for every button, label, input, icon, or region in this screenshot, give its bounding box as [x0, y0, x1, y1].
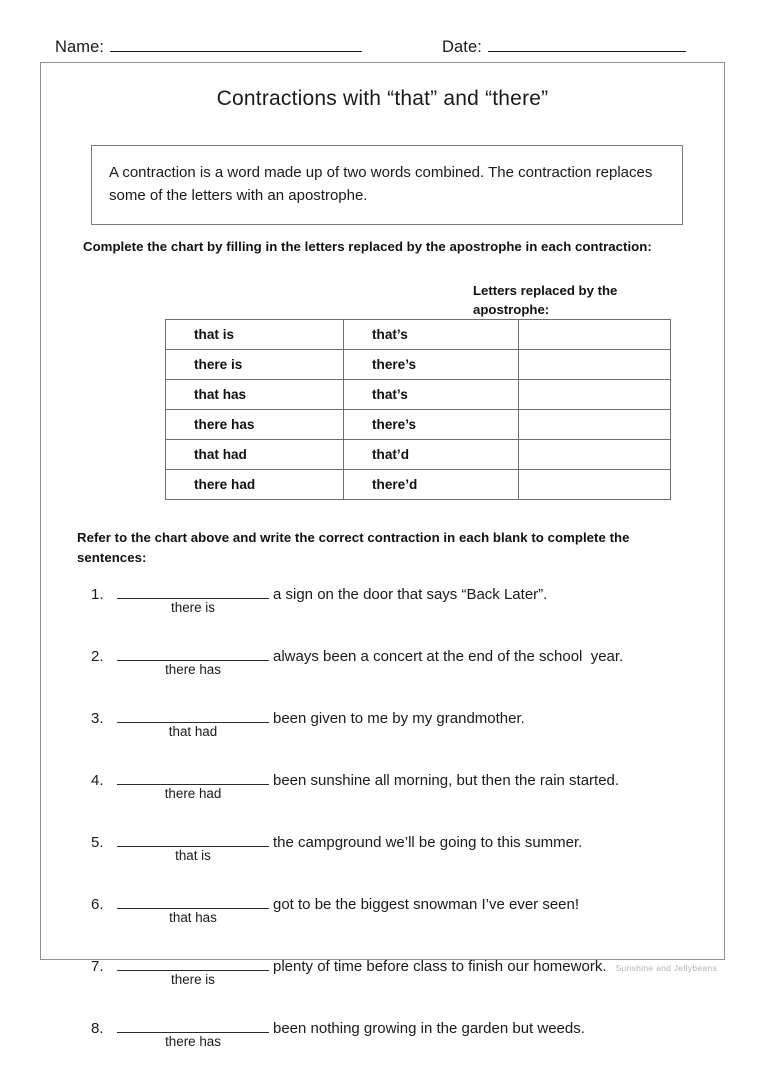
instruction-chart: Complete the chart by filling in the letters replaced by the apostrophe in each contraction:: [83, 239, 652, 254]
answer-slot: [117, 645, 269, 677]
date-field-group: [442, 38, 686, 57]
chart-contraction: there’d: [344, 470, 519, 500]
sentence-text: got to be the biggest snowman I’ve ever seen!: [273, 896, 580, 913]
name-write-in-line[interactable]: [110, 38, 362, 52]
sentence-text: always been a concert at the end of the school year.: [273, 648, 624, 665]
chart-letters-blank[interactable]: [519, 470, 671, 500]
sentence-text: been nothing growing in the garden but weeds.: [273, 1020, 585, 1037]
table-row: [166, 380, 671, 410]
answer-hint: there had: [164, 786, 222, 801]
date-write-in-line[interactable]: [488, 38, 686, 52]
definition-text: A contraction is a word made up of two words combined. The contraction replaces some of the letters with an apostrophe.: [109, 164, 653, 205]
chart-contraction: that’s: [344, 380, 519, 410]
answer-blank-line[interactable]: [117, 769, 269, 785]
chart-contraction: that’s: [344, 320, 519, 350]
chart-letters-blank[interactable]: [519, 350, 671, 380]
sentence-row: [91, 769, 711, 801]
sentence-text: the campground we’ll be going to this summer.: [273, 834, 583, 851]
chart-letters-blank[interactable]: [519, 410, 671, 440]
sentence-text: been given to me by my grandmother.: [273, 710, 525, 727]
answer-blank-line[interactable]: [117, 583, 269, 599]
answer-slot: [117, 583, 269, 615]
sentence-text: been sunshine all morning, but then the rain started.: [273, 772, 620, 789]
answer-hint: there is: [171, 600, 215, 615]
item-number: 7.: [91, 958, 104, 975]
list-item: [91, 769, 711, 831]
answer-slot: [117, 1017, 269, 1049]
sentence-exercises: [91, 583, 711, 1079]
sentence-row: [91, 1017, 711, 1049]
answer-slot: [117, 893, 269, 925]
list-item: [91, 893, 711, 955]
chart-column3-heading: Letters replaced by the apostrophe:: [473, 283, 618, 318]
list-item: [91, 831, 711, 893]
chart-contraction: there’s: [344, 350, 519, 380]
list-item: [91, 583, 711, 645]
table-row: [166, 440, 671, 470]
chart-contraction: there’s: [344, 410, 519, 440]
item-number: 3.: [91, 710, 104, 727]
answer-hint: that had: [168, 724, 218, 739]
table-row: [166, 410, 671, 440]
item-number: 5.: [91, 834, 104, 851]
answer-slot: [117, 707, 269, 739]
date-label: Date:: [442, 38, 482, 56]
item-number: 8.: [91, 1020, 104, 1037]
name-date-header: [55, 38, 715, 64]
chart-contraction: that’d: [344, 440, 519, 470]
answer-hint: there is: [171, 972, 215, 987]
name-field-group: [55, 38, 362, 57]
item-number: 2.: [91, 648, 104, 665]
answer-slot: [117, 769, 269, 801]
list-item: [91, 1017, 711, 1079]
chart-words: that is: [166, 320, 344, 350]
table-row: [166, 470, 671, 500]
sentence-row: [91, 645, 711, 677]
chart-body: [166, 320, 671, 500]
item-number: 6.: [91, 896, 104, 913]
answer-slot: [117, 831, 269, 863]
sentence-row: [91, 583, 711, 615]
answer-blank-line[interactable]: [117, 707, 269, 723]
page-title: Contractions with “that” and “there”: [216, 87, 549, 110]
table-row: [166, 320, 671, 350]
sentence-row: [91, 707, 711, 739]
chart-letters-blank[interactable]: [519, 440, 671, 470]
list-item: [91, 707, 711, 769]
sentence-text: plenty of time before class to finish our homework.: [273, 958, 607, 975]
chart-words: there has: [166, 410, 344, 440]
item-number: 1.: [91, 586, 104, 603]
instruction-sentences: Refer to the chart above and write the correct contraction in each blank to complete the sentences:: [77, 530, 630, 565]
answer-hint: there has: [165, 1034, 221, 1049]
answer-blank-line[interactable]: [117, 1017, 269, 1033]
answer-hint: that has: [169, 910, 217, 925]
answer-hint: that is: [175, 848, 211, 863]
chart-letters-blank[interactable]: [519, 320, 671, 350]
chart-words: there is: [166, 350, 344, 380]
chart-letters-blank[interactable]: [519, 380, 671, 410]
answer-hint: there has: [165, 662, 221, 677]
list-item: [91, 645, 711, 707]
name-label: Name:: [55, 38, 105, 56]
sentence-row: [91, 893, 711, 925]
item-number: 4.: [91, 772, 104, 789]
chart-words: that has: [166, 380, 344, 410]
definition-box: [91, 145, 683, 225]
sentence-text: a sign on the door that says “Back Later”.: [273, 586, 548, 603]
table-row: [166, 350, 671, 380]
chart-words: that had: [166, 440, 344, 470]
sentence-row: [91, 831, 711, 863]
answer-blank-line[interactable]: [117, 831, 269, 847]
contractions-chart: [165, 319, 671, 500]
footer-credit: Sunshine and Jellybeans: [615, 963, 717, 973]
answer-blank-line[interactable]: [117, 645, 269, 661]
chart-words: there had: [166, 470, 344, 500]
answer-blank-line[interactable]: [117, 893, 269, 909]
